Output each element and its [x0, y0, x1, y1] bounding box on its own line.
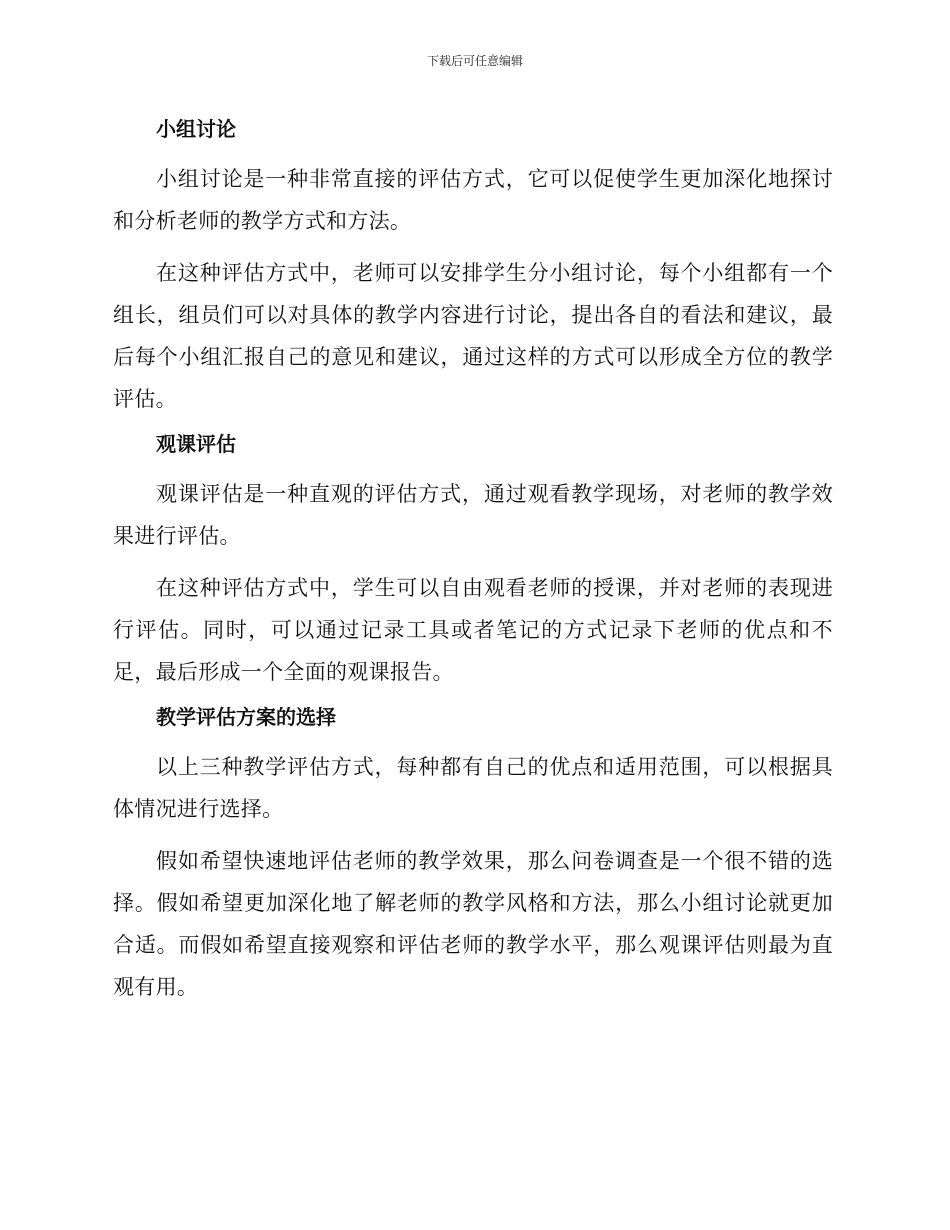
section-heading-group-discussion: 小组讨论 — [156, 117, 236, 141]
paragraph: 观课评估是一种直观的评估方式，通过观看教学现场，对老师的教学效果进行评估。 — [113, 482, 833, 548]
page-header-note: 下载后可任意编辑 — [426, 54, 523, 68]
paragraph: 以上三种教学评估方式，每种都有自己的优点和适用范围，可以根据具体情况进行选择。 — [113, 755, 833, 821]
paragraph: 假如希望快速地评估老师的教学效果，那么问卷调查是一个很不错的选择。假如希望更加深化地了解老师的教学风格和方法，那么小组讨论就更加合适。而假如希望直接观察和评估老师的教学水平，那么观课评估则最为直观有用。 — [113, 849, 833, 999]
section-heading-plan-selection: 教学评估方案的选择 — [156, 705, 336, 729]
paragraph: 在这种评估方式中，老师可以安排学生分小组讨论，每个小组都有一个组长，组员们可以对具体的教学内容进行讨论，提出各自的看法和建议，最后每个小组汇报自己的意见和建议，通过这样的方式可以形成全方位的教学评估。 — [113, 261, 833, 411]
document-body — [113, 110, 833, 1018]
paragraph: 在这种评估方式中，学生可以自由观看老师的授课，并对老师的表现进行评估。同时，可以通过记录工具或者笔记的方式记录下老师的优点和不足，最后形成一个全面的观课报告。 — [113, 576, 833, 684]
paragraph: 小组讨论是一种非常直接的评估方式，它可以促使学生更加深化地探讨和分析老师的教学方式和方法。 — [113, 167, 833, 233]
section-heading-class-observation: 观课评估 — [156, 432, 236, 456]
